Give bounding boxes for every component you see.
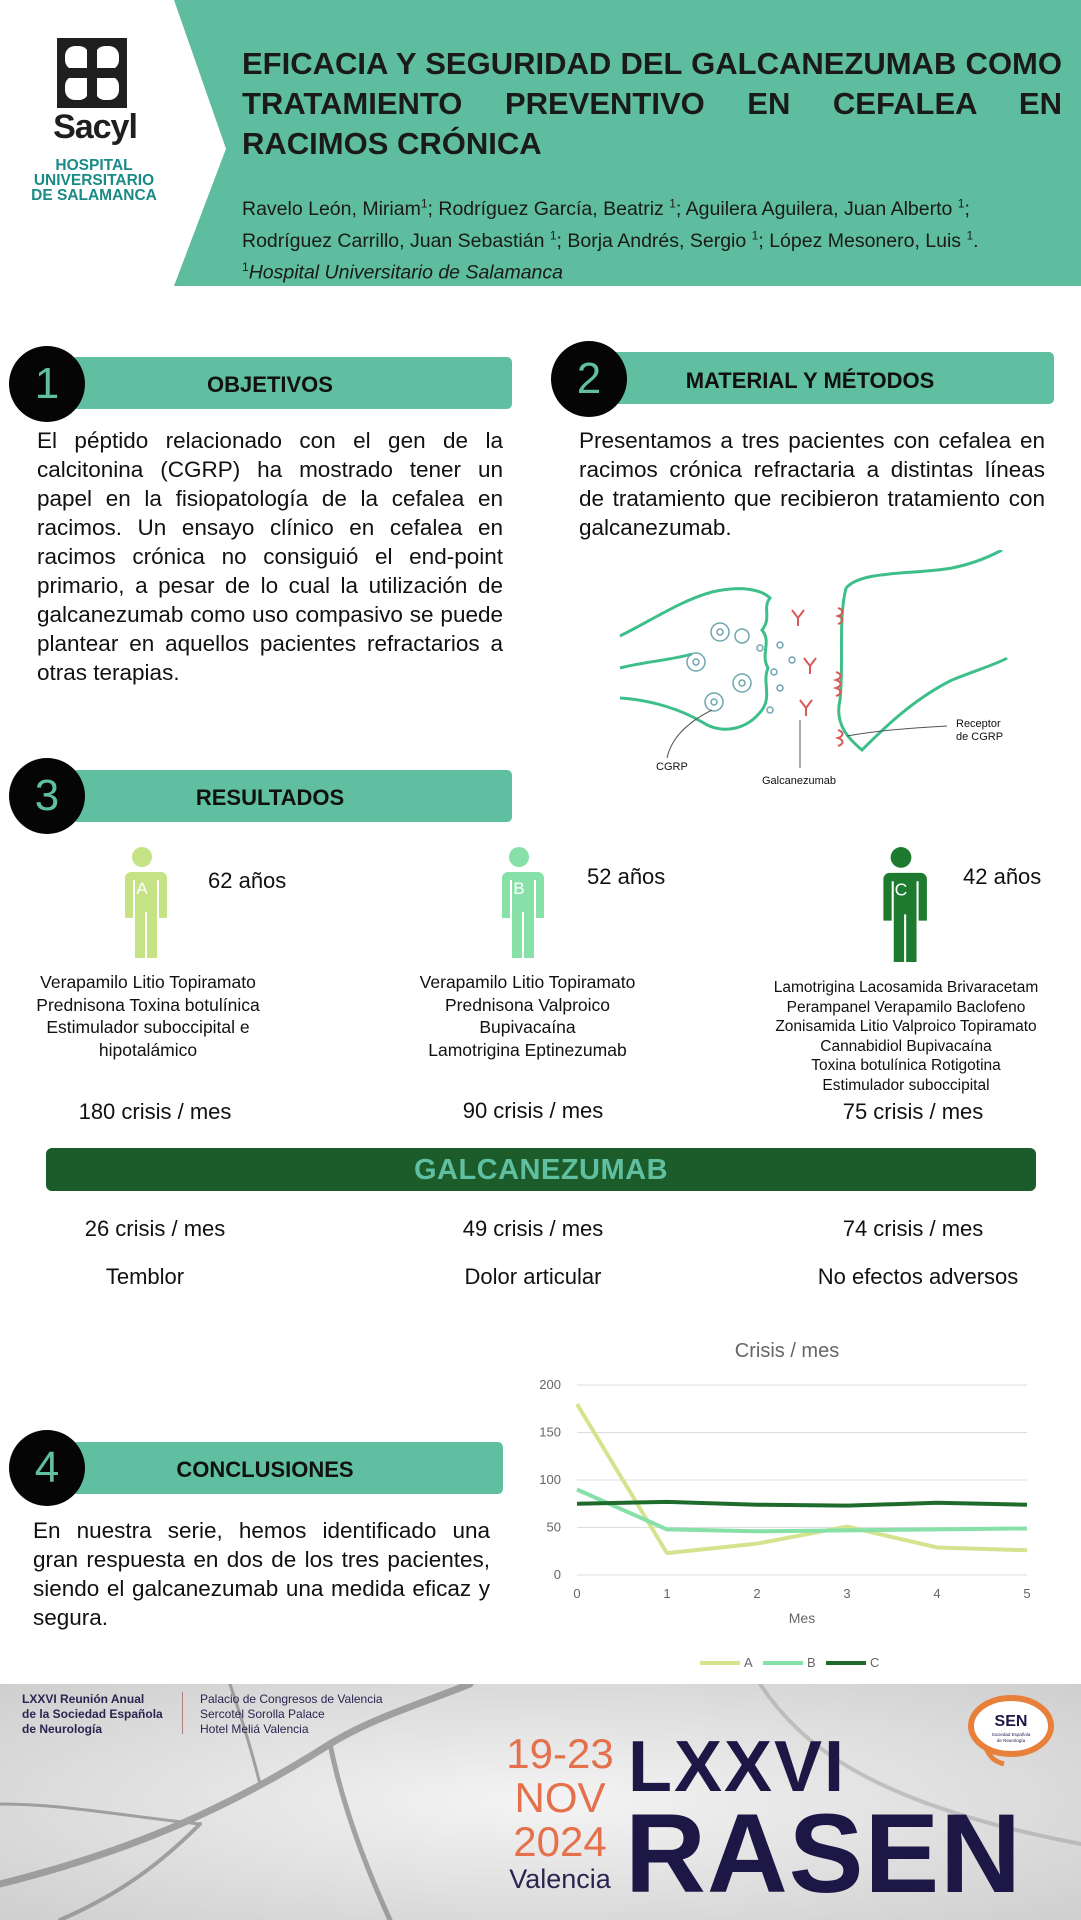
author-separator: ; [556, 229, 568, 252]
chart-legend-label-c: C [870, 1655, 880, 1670]
section-number-3: 3 [9, 758, 85, 834]
affiliation: Hospital Universitario de Salamanca [248, 261, 564, 284]
chart-x-tick: 5 [1023, 1586, 1031, 1601]
chart-y-tick: 150 [539, 1424, 561, 1440]
patient-a-drugs: Verapamilo Litio Topiramato Prednisona Toxina botulínica Estimulador suboccipital e hipotalámico [36, 972, 260, 1060]
author-separator: ; [675, 197, 686, 220]
chart-x-label: Mes [788, 1610, 816, 1626]
conclusiones-text: En nuestra serie, hemos identificado una gran respuesta en dos de los tres pacientes, siendo el galcanezumab una medida eficaz y segura. [33, 1518, 490, 1630]
patient-a-adverse: Temblor [105, 1264, 185, 1289]
chart-title: Crisis / mes [734, 1340, 840, 1362]
section-title-conclusiones: CONCLUSIONES [176, 1457, 354, 1482]
chart-x-tick: 1 [663, 1586, 671, 1601]
section-number-2: 2 [551, 341, 627, 417]
patient-c-age: 42 años [963, 864, 1042, 889]
chart-x-tick: 4 [933, 1586, 941, 1601]
footer-venue: Palacio de Congresos de Valencia Sercotel Sorolla Palace Hotel Meliá Valencia [200, 1692, 383, 1736]
section-title-metodos: MATERIAL Y MÉTODOS [685, 368, 935, 393]
svg-text:de Neurología: de Neurología [996, 1738, 1026, 1743]
chart-legend-label-a: A [744, 1655, 753, 1670]
patient-b-age: 52 años [587, 864, 666, 889]
author-name: Rodríguez Carrillo, Juan Sebastián [242, 229, 550, 252]
patient-b-crisis-after: 49 crisis / mes [462, 1216, 604, 1241]
patient-c-crisis-after: 74 crisis / mes [842, 1216, 984, 1241]
svg-text:B: B [513, 879, 525, 898]
chart-y-tick: 0 [553, 1567, 561, 1582]
logo-area [0, 0, 200, 286]
author-name: Borja Andrés, Sergio [567, 229, 752, 252]
chart-x-tick: 2 [753, 1586, 761, 1601]
chart-series-line-c [577, 1502, 1027, 1506]
chart-x-tick: 0 [573, 1586, 581, 1601]
hospital-logo-text: HOSPITAL UNIVERSITARIO DE SALAMANCA [31, 157, 157, 204]
patient-a-icon [115, 846, 169, 958]
footer-event-name: RASEN [625, 1791, 1023, 1916]
author-affiliation-mark: 1 [957, 196, 965, 210]
svg-text:A: A [136, 879, 148, 898]
figure-label-receptor-2: de CGRP [956, 731, 1004, 743]
crisis-chart [520, 1330, 1060, 1675]
poster-title: EFICACIA Y SEGURIDAD DEL GALCANEZUMAB COMO TRATAMIENTO PREVENTIVO EN CEFALEA EN RACIMOS CRÓNICA [242, 46, 1062, 161]
author-affiliation-mark: 1 [420, 196, 428, 210]
sen-logo-icon [966, 1688, 1056, 1768]
footer-dates: 19-23 NOV 2024 [506, 1730, 614, 1865]
chart-y-tick: 200 [539, 1377, 561, 1392]
section-title-resultados: RESULTADOS [195, 785, 345, 810]
patient-b-crisis-before: 90 crisis / mes [462, 1098, 604, 1123]
footer-city: Valencia [509, 1864, 611, 1894]
chart-y-tick: 100 [539, 1472, 561, 1487]
author-affiliation-mark: 1 [669, 196, 676, 210]
chart-series-line-b [577, 1490, 1027, 1532]
author-separator: ; [427, 197, 439, 220]
patient-a-crisis-after: 26 crisis / mes [84, 1216, 226, 1241]
synapse-figure [612, 550, 1032, 796]
author-name: Rodríguez García, Beatriz [438, 197, 670, 220]
authors: Ravelo León, Miriam$^1$; Rodríguez García, Beatriz $^1$; Aguilera Aguilera, Juan Alberto $^1$; Rodríguez Carrillo, Juan Sebastián $^1$; Borja Andrés, Sergio $^1$; López Mesonero, Luis $^1$. $^1$Hospital Universitario de Salamanca [242, 196, 979, 284]
section-number-4: 4 [9, 1430, 85, 1506]
author-separator: . [973, 229, 979, 252]
figure-label-galcanezumab: Galcanezumab [762, 775, 836, 787]
patient-b-icon [492, 846, 546, 958]
section-title-objetivos: OBJETIVOS [207, 372, 333, 397]
author-name: López Mesonero, Luis [769, 229, 967, 252]
patient-c-icon [872, 846, 930, 962]
patient-a-crisis-before: 180 crisis / mes [78, 1099, 232, 1124]
galcanezumab-banner: GALCANEZUMAB [46, 1148, 1036, 1191]
footer-separator [182, 1692, 183, 1734]
svg-text:SEN: SEN [994, 1713, 1028, 1730]
patient-a-age: 62 años [208, 868, 287, 893]
chart-x-tick: 3 [843, 1586, 851, 1601]
chart-y-tick: 50 [546, 1519, 561, 1535]
author-affiliation-mark: 1 [966, 228, 974, 242]
patient-c-adverse: No efectos adversos [817, 1264, 1019, 1289]
author-name: Aguilera Aguilera, Juan Alberto [685, 197, 958, 220]
svg-text:Sociedad Española: Sociedad Española [991, 1732, 1031, 1737]
sacyl-logo-icon [57, 38, 127, 108]
patient-c-crisis-before: 75 crisis / mes [842, 1099, 984, 1124]
patient-c-drugs: Lamotrigina Lacosamida Brivaracetam Perampanel Verapamilo Baclofeno Zonisamida Litio Valproico Topiramato Cannabidiol Bupivacaína Toxina botulínica Rotigotina Estimulador suboccipital [773, 979, 1039, 1094]
author-affiliation-mark: 1 [549, 228, 557, 242]
author-name: Ravelo León, Miriam [242, 197, 421, 220]
author-separator: ; [964, 197, 970, 220]
patient-b-drugs: Verapamilo Litio Topiramato Prednisona Valproico Bupivacaína Lamotrigina Eptinezumab [419, 972, 636, 1060]
figure-label-receptor-1: Receptor [956, 718, 1001, 730]
svg-text:C: C [894, 879, 908, 900]
objetivos-text: El péptido relacionado con el gen de la calcitonina (CGRP) ha mostrado tener un papel en la fisiopatología de la cefalea en racimos. Un ensayo clínico en cefalea en racimos crónica no consiguió el end-point primario, a pesar de lo cual la utilización de galcanezumab como uso compasivo se puede plantear en aquellos pacientes refractarios a otras terapias. [37, 428, 503, 685]
sacyl-logo-text: Sacyl [53, 108, 137, 146]
figure-label-cgrp: CGRP [656, 761, 688, 773]
author-affiliation-mark: 1 [751, 228, 759, 242]
footer-event-number: LXXVI [628, 1727, 847, 1807]
chart-legend-label-b: B [807, 1655, 816, 1670]
metodos-text: Presentamos a tres pacientes con cefalea en racimos crónica refractaria a distintas líneas de tratamiento que recibieron tratamiento con galcanezumab. [579, 428, 1045, 540]
footer-meeting: LXXVI Reunión Anual de la Sociedad Española de Neurología [22, 1692, 163, 1736]
author-separator: ; [758, 229, 770, 252]
patient-b-adverse: Dolor articular [464, 1264, 602, 1289]
section-number-1: 1 [9, 346, 85, 422]
